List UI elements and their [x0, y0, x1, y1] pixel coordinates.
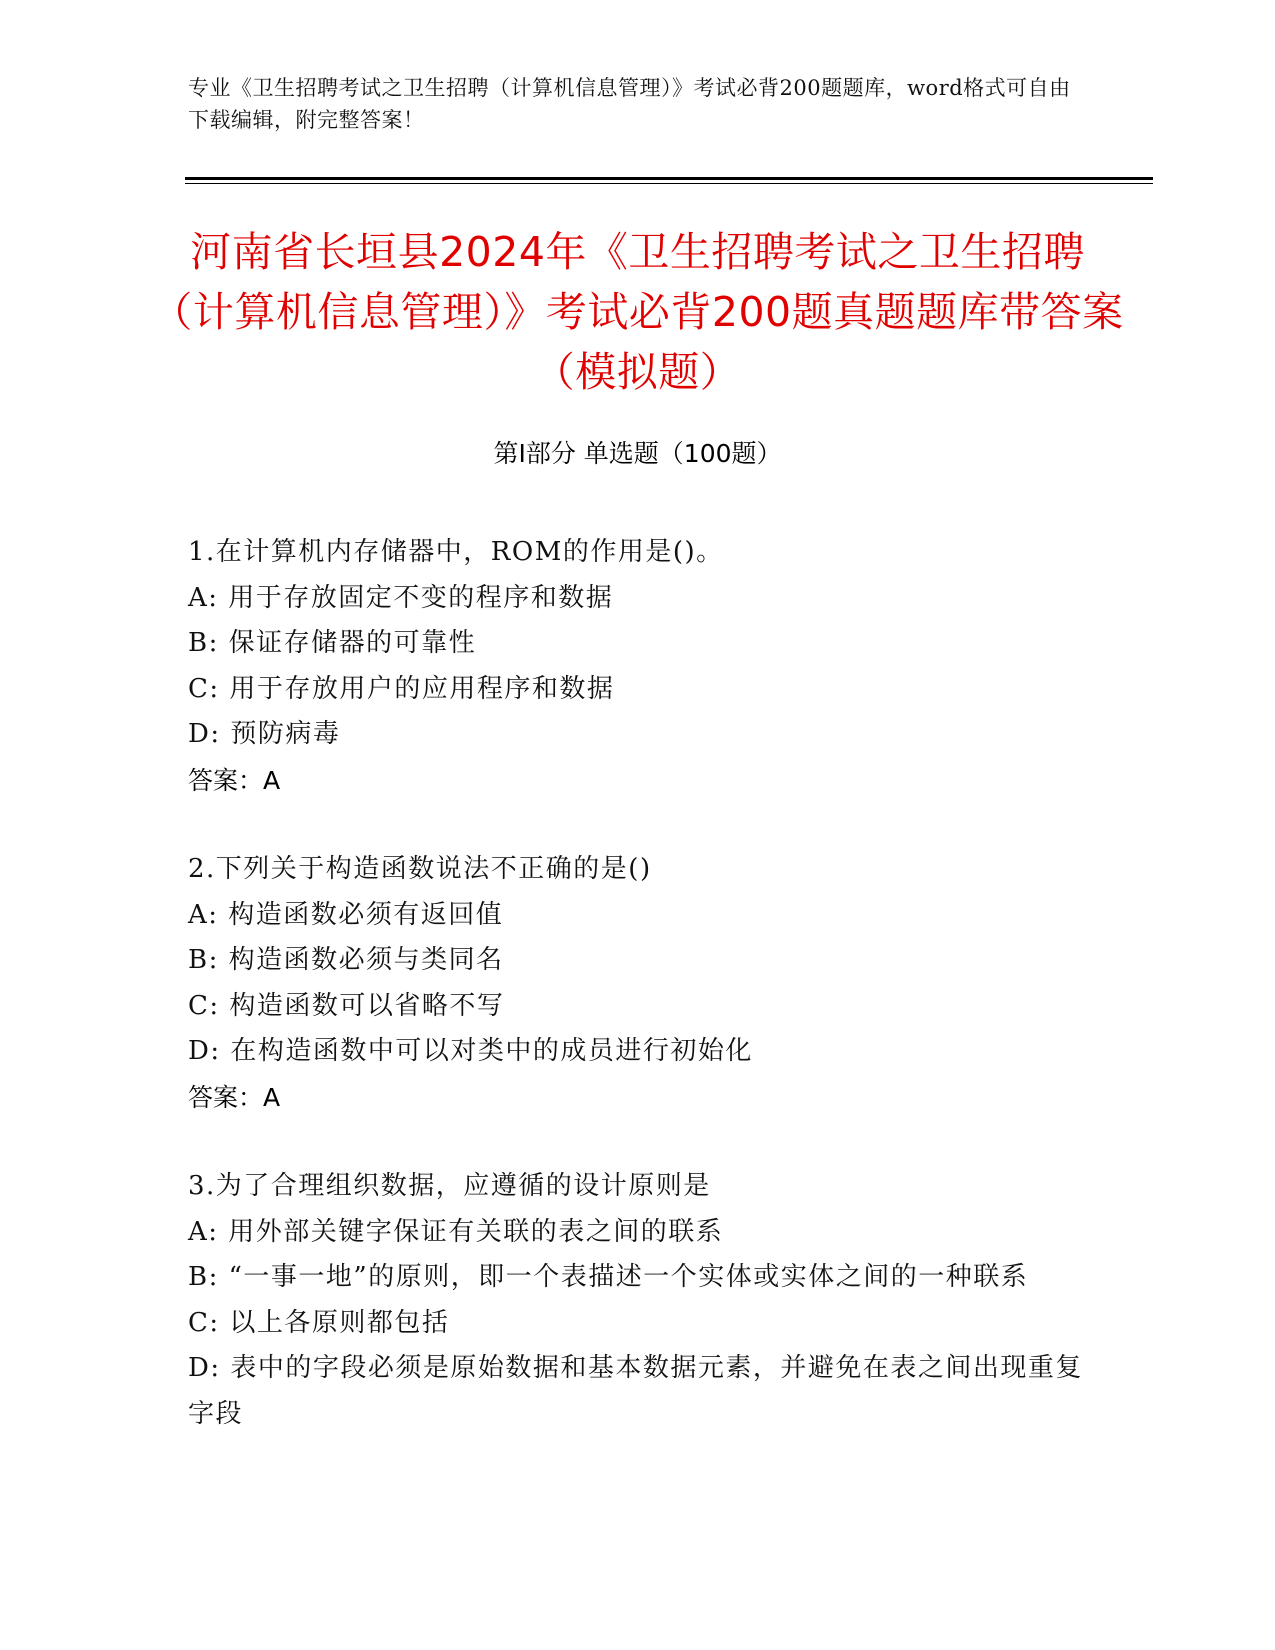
option-a: A: 用于存放固定不变的程序和数据: [188, 582, 614, 613]
option-c: C: 以上各原则都包括: [188, 1307, 450, 1338]
option-a: A: 构造函数必须有返回值: [188, 899, 504, 930]
question-stem: 1.在计算机内存储器中，ROM的作用是()。: [188, 537, 724, 567]
option-d: D: 表中的字段必须是原始数据和基本数据元素，并避免在表之间出现重复字段: [188, 1353, 1083, 1429]
question-2: [188, 847, 1088, 1120]
answer-text: 答案：A: [188, 765, 281, 795]
option-a: A: 用外部关键字保证有关联的表之间的联系: [188, 1216, 724, 1247]
header-note: 专业《卫生招聘考试之卫生招聘（计算机信息管理）》考试必背200题题库，word格式可自由下载编辑，附完整答案！: [188, 76, 1071, 132]
header-rule-thick: [185, 177, 1153, 180]
document-title: 河南省长垣县2024年《卫生招聘考试之卫生招聘（计算机信息管理）》考试必背200题真题题库带答案（模拟题）: [151, 228, 1124, 396]
option-c: C: 用于存放用户的应用程序和数据: [188, 673, 615, 704]
question-1: [188, 530, 1088, 803]
option-d: D: 在构造函数中可以对类中的成员进行初始化: [188, 1036, 753, 1066]
option-b: B: 构造函数必须与类同名: [188, 945, 504, 975]
question-3: [188, 1164, 1088, 1437]
question-list: [188, 530, 1088, 1481]
option-b: B: 保证存储器的可靠性: [188, 628, 477, 658]
header-rule-thin: [185, 183, 1153, 184]
answer-text: 答案：A: [188, 1082, 281, 1112]
option-b: B: “一事一地”的原则，即一个表描述一个实体或实体之间的一种联系: [188, 1262, 1029, 1292]
question-stem: 3.为了合理组织数据，应遵循的设计原则是: [188, 1171, 711, 1201]
option-d: D: 预防病毒: [188, 719, 341, 749]
option-c: C: 构造函数可以省略不写: [188, 990, 505, 1021]
section-title: 第Ⅰ部分 单选题（100题）: [493, 439, 782, 468]
question-stem: 2.下列关于构造函数说法不正确的是(): [188, 854, 652, 884]
